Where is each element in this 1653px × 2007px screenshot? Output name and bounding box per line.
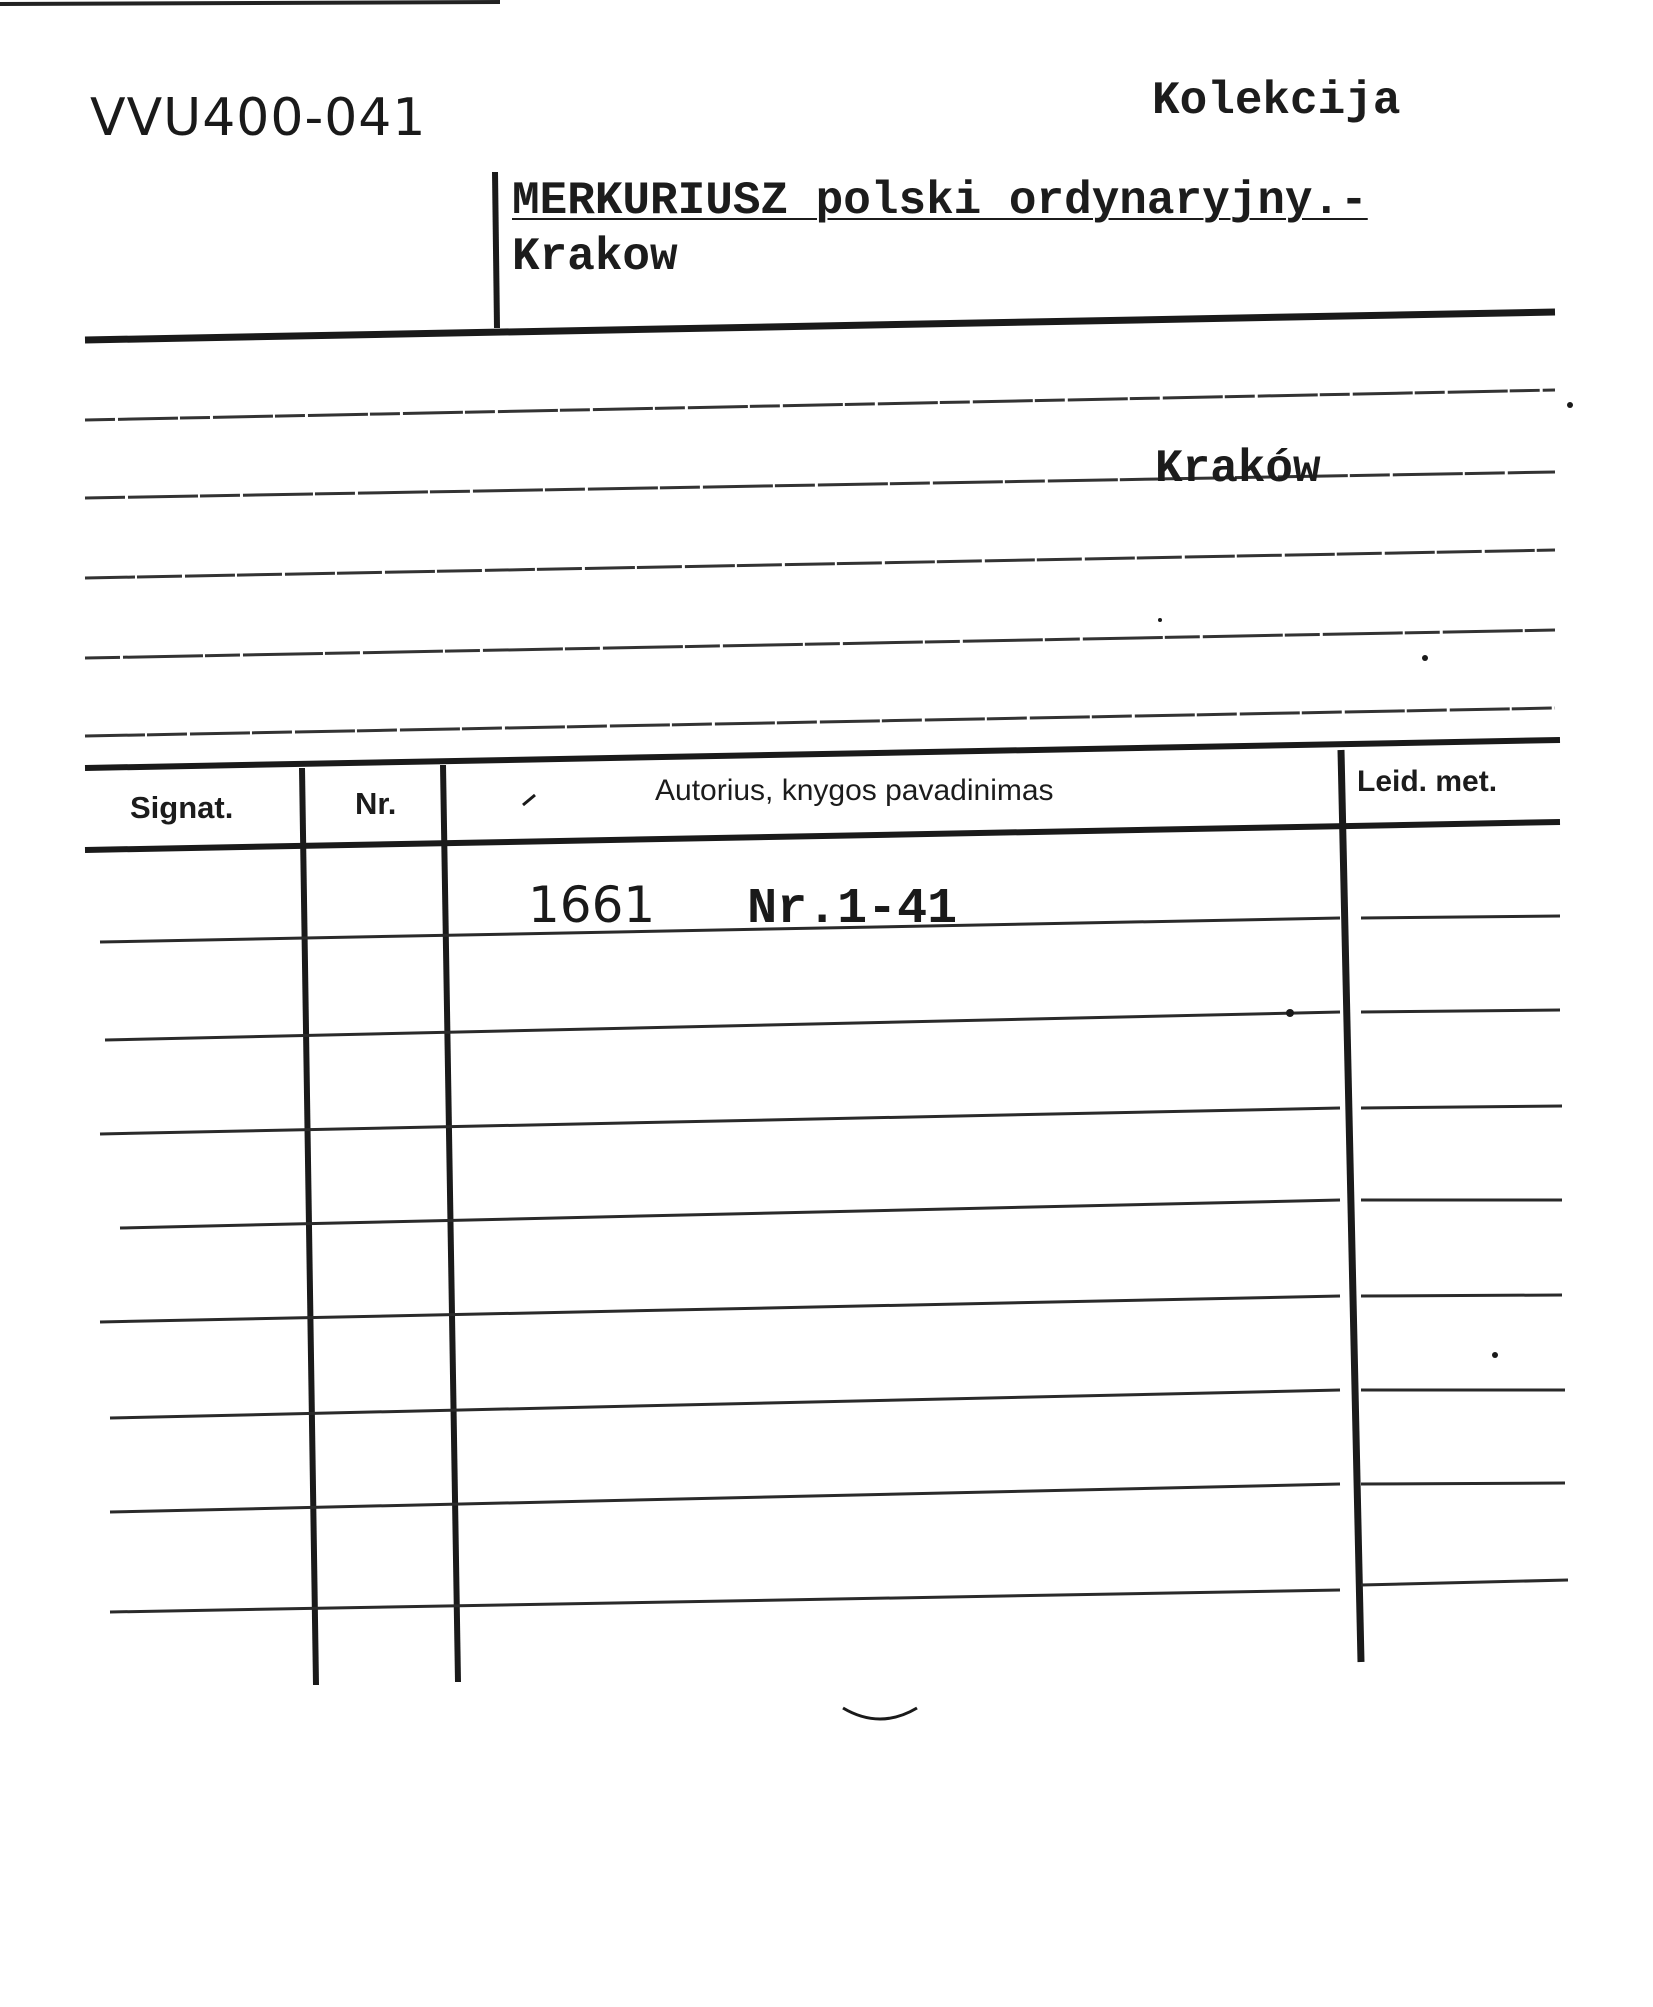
column-header-nr: Nr. — [355, 786, 397, 821]
column-header-signat: Signat. — [130, 790, 234, 825]
table-row — [528, 876, 958, 938]
column-header-publication-year: Leid. met. — [1357, 765, 1498, 798]
title-place: Krakow — [512, 231, 678, 283]
card-identifier: VVU400-041 — [90, 88, 427, 148]
entry-year: 1661 — [528, 876, 656, 934]
column-header-author-title: Autorius, knygos pavadinimas — [655, 774, 1054, 807]
entry-issue-numbers: Nr.1-41 — [747, 881, 958, 938]
title-heading: MERKURIUSZ polski ordynaryjny.- — [512, 175, 1368, 227]
collection-label: Kolekcija — [1152, 75, 1401, 127]
place-of-publication: Kraków — [1155, 443, 1321, 495]
